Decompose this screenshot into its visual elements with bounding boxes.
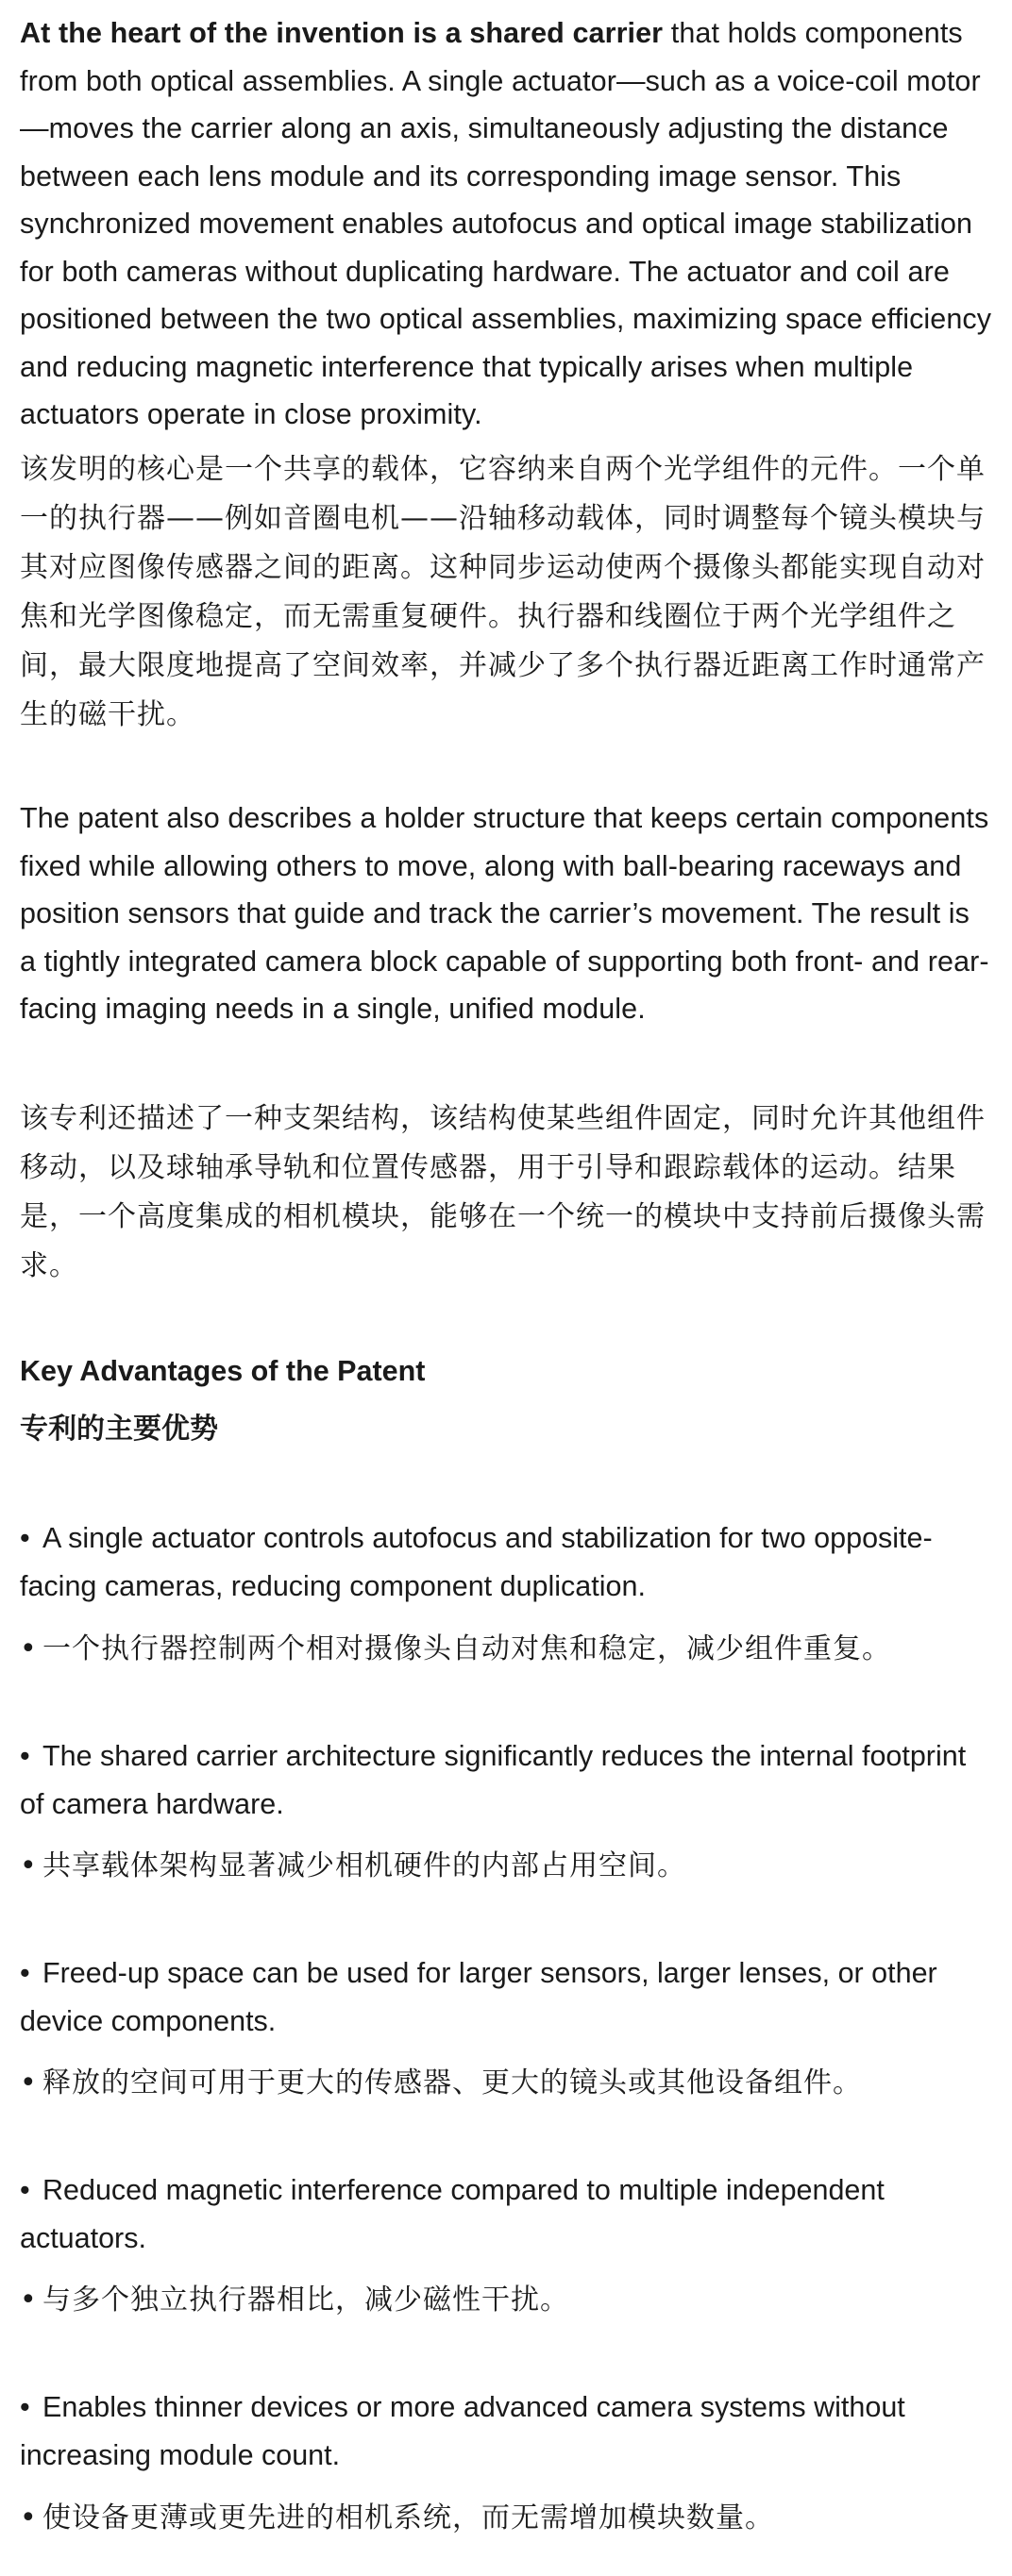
bullet-icon: • (20, 1740, 30, 1772)
advantages-heading-zh-block (20, 1406, 993, 1453)
advantage-text-zh: 共享载体架构显著减少相机硬件的内部占用空间。 (42, 1849, 686, 1882)
paragraph-holder-en-text: The patent also describes a holder structure that keeps certain components fixed while allowing others to move, along with ball-bearing raceways and position sensors that guide and track the carrier’s movement. The result is a tightly integrated camera block capable of supporting both front- and rear-facing imaging needs in a single, unified module. (20, 802, 989, 1025)
advantage-item-2-zh (20, 1842, 993, 1891)
advantages-heading-en: Key Advantages of the Patent (20, 1355, 426, 1387)
advantage-item-5-zh (20, 2494, 993, 2543)
paragraph-carrier-zh-text: 该发明的核心是一个共享的载体，它容纳来自两个光学组件的元件。一个单一的执行器——例如音圈电机——沿轴移动载体，同时调整每个镜头模块与其对应图像传感器之间的距离。这种同步运动使两个摄像头都能实现自动对焦和光学图像稳定，而无需重复硬件。执行器和线圈位于两个光学组件之间，最大限度地提高了空间效率，并减少了多个执行器近距离工作时通常产生的磁干扰。 (20, 453, 986, 731)
advantage-item-3-zh (20, 2059, 993, 2108)
bullet-icon: • (20, 1522, 30, 1554)
bullet-icon: • (20, 2174, 30, 2206)
advantage-item-4-zh (20, 2276, 993, 2325)
advantage-item-2-en (20, 1732, 993, 1828)
advantage-item-4-en (20, 2166, 993, 2262)
advantages-heading-en-block (20, 1347, 993, 1395)
advantage-text-en: Reduced magnetic interference compared to multiple independent actuators. (20, 2174, 885, 2254)
paragraph-holder-zh-text: 该专利还描述了一种支架结构，该结构使某些组件固定，同时允许其他组件移动，以及球轴承导轨和位置传感器，用于引导和跟踪载体的运动。结果是，一个高度集成的相机模块，能够在一个统一的模块中支持前后摄像头需求。 (20, 1102, 986, 1282)
advantage-item-3-en (20, 1949, 993, 2045)
advantage-text-zh: 使设备更薄或更先进的相机系统，而无需增加模块数量。 (42, 2501, 774, 2534)
advantage-text-en: A single actuator controls autofocus and stabilization for two opposite-facing cameras, reducing component duplication. (20, 1522, 933, 1602)
bullet-icon: • (20, 2501, 38, 2534)
bullet-icon: • (20, 1632, 38, 1665)
paragraph-carrier-en (20, 9, 993, 439)
paragraph-holder-zh (20, 1095, 993, 1291)
advantage-text-en: The shared carrier architecture significantly reduces the internal footprint of camera hardware. (20, 1740, 967, 1820)
paragraph-carrier-en-text (20, 9, 993, 439)
advantage-item-1-zh (20, 1625, 993, 1674)
bullet-icon: • (20, 2066, 38, 2099)
advantage-text-en: Freed-up space can be used for larger sensors, larger lenses, or other device components. (20, 1957, 937, 2037)
paragraph-body-text: that holds components from both optical assemblies. A single actuator—such as a voice-coil motor—moves the carrier along an axis, simultaneously adjusting the distance between each lens module and its corresponding image sensor. This synchronized movement enables autofocus and optical image stabilization for both cameras without duplicating hardware. The actuator and coil are positioned between the two optical assemblies, maximizing space efficiency and reducing magnetic interference that typically arises when multiple actuators operate in close proximity. (20, 17, 992, 430)
bullet-icon: • (20, 1957, 30, 1989)
bullet-icon: • (20, 2283, 38, 2317)
bullet-icon: • (20, 2391, 30, 2423)
advantage-text-zh: 与多个独立执行器相比，减少磁性干扰。 (42, 2283, 569, 2317)
bullet-icon: • (20, 1849, 38, 1882)
advantage-item-5-en (20, 2384, 993, 2479)
advantage-text-zh: 释放的空间可用于更大的传感器、更大的镜头或其他设备组件。 (42, 2066, 862, 2099)
advantage-item-1-en (20, 1514, 993, 1610)
lead-bold-text: At the heart of the invention is a shared carrier (20, 17, 664, 49)
advantage-text-zh: 一个执行器控制两个相对摄像头自动对焦和稳定，减少组件重复。 (42, 1632, 891, 1665)
advantage-text-en: Enables thinner devices or more advanced camera systems without increasing module count. (20, 2391, 905, 2471)
paragraph-carrier-zh (20, 445, 993, 740)
advantages-heading-zh: 专利的主要优势 (20, 1413, 218, 1446)
paragraph-holder-en (20, 795, 993, 1033)
